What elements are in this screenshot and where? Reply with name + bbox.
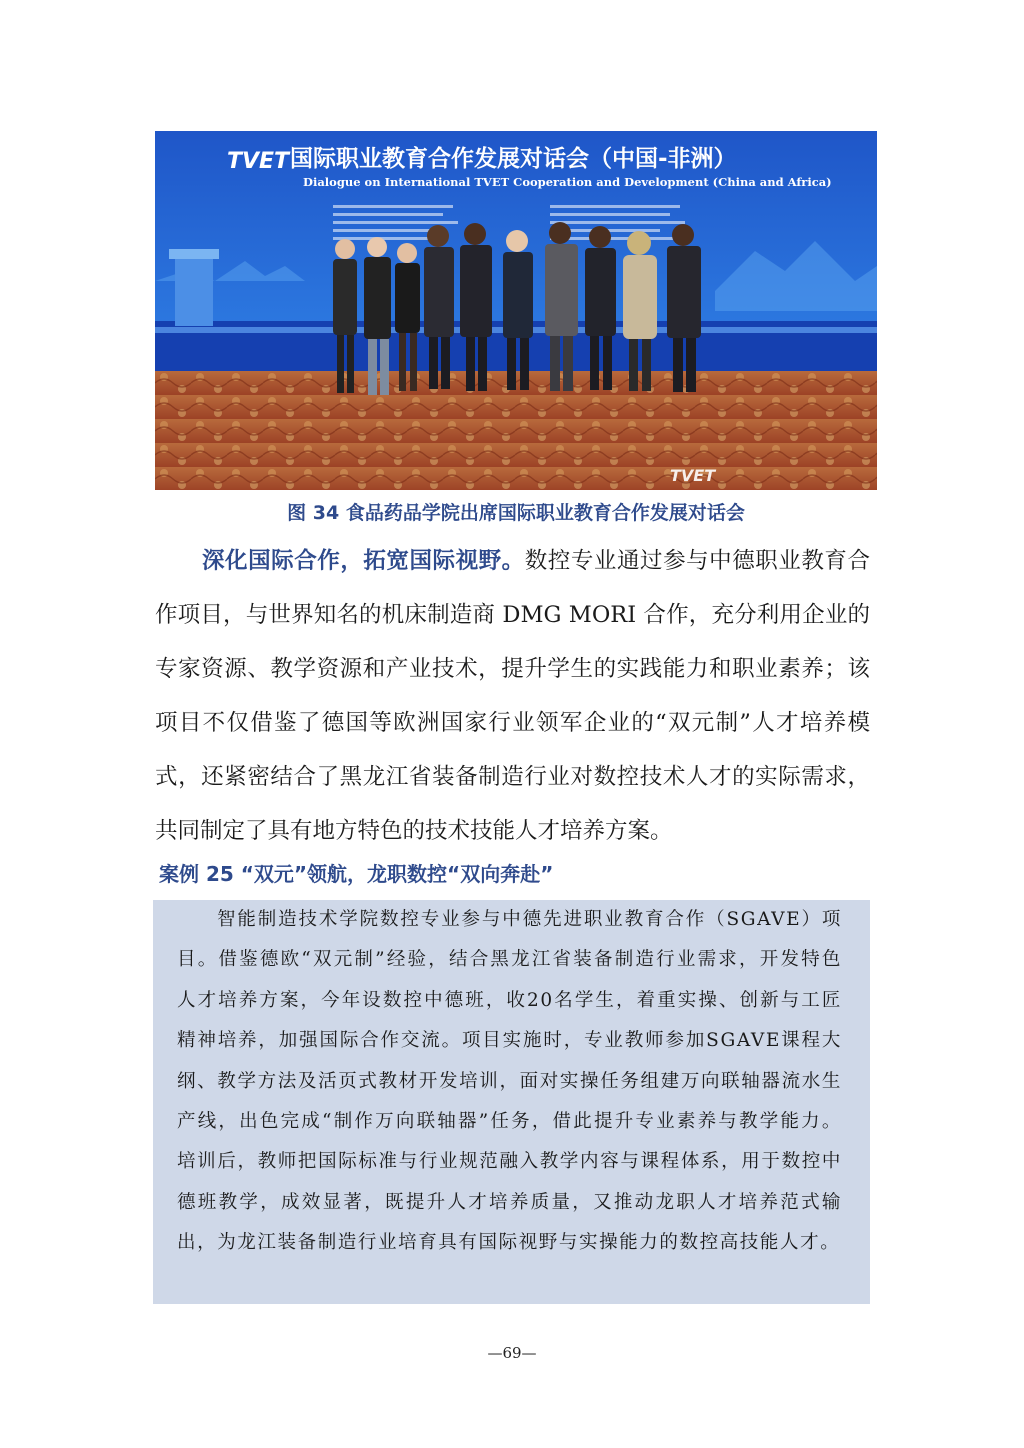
- figure-caption: 图 34 食品药品学院出席国际职业教育合作发展对话会: [287, 502, 745, 524]
- banner-logo: TVET: [227, 149, 290, 174]
- paragraph-lead: 深化国际合作，拓宽国际视野。: [202, 548, 525, 574]
- corner-logo: TVET: [670, 466, 716, 485]
- case-text: 智能制造技术学院数控专业参与中德先进职业教育合作（SGAVE）项目。借鉴德欧“双元制”经验，结合黑龙江省装备制造行业需求，开发特色人才培养方案，今年设数控中德班，收20名学生，着重实操、创新与工匠精神培养，加强国际合作交流。项目实施时，专业教师参加SGAVE课程大纲、教学方法及活页式教材开发培训，面对实操任务组建万向联轴器流水生产线，出色完成“制作万向联轴器”任务，借此提升专业素养与教学能力。培训后，教师把国际标准与行业规范融入教学内容与课程体系，用于数控中德班教学，成效显著，既提升人才培养质量，又推动龙职人才培养范式输出，为龙江装备制造行业培育具有国际视野与实操能力的数控高技能人才。: [177, 909, 842, 1254]
- case-box: [153, 900, 870, 1304]
- main-paragraph: [155, 534, 870, 858]
- figure-photo: [155, 131, 877, 490]
- conference-group-photo: [155, 131, 877, 490]
- paragraph-text: 数控专业通过参与中德职业教育合作项目，与世界知名的机床制造商 DMG MORI 合作，充分利用企业的专家资源、教学资源和产业技术，提升学生的实践能力和职业素养；该项目不仅借鉴了德国等欧洲国家行业领军企业的“双元制”人才培养模式，还紧密结合了黑龙江省装备制造行业对数控技术人才的实际需求，共同制定了具有地方特色的技术技能人才培养方案。: [155, 548, 870, 844]
- banner-title-cn: 国际职业教育合作发展对话会（中国-非洲）: [290, 146, 737, 172]
- banner-title-en: Dialogue on International TVET Cooperation and Development (China and Africa): [303, 175, 832, 189]
- case-title: 案例 25 “双元”领航，龙职数控“双向奔赴”: [159, 862, 554, 886]
- page-number: —69—: [487, 1344, 537, 1362]
